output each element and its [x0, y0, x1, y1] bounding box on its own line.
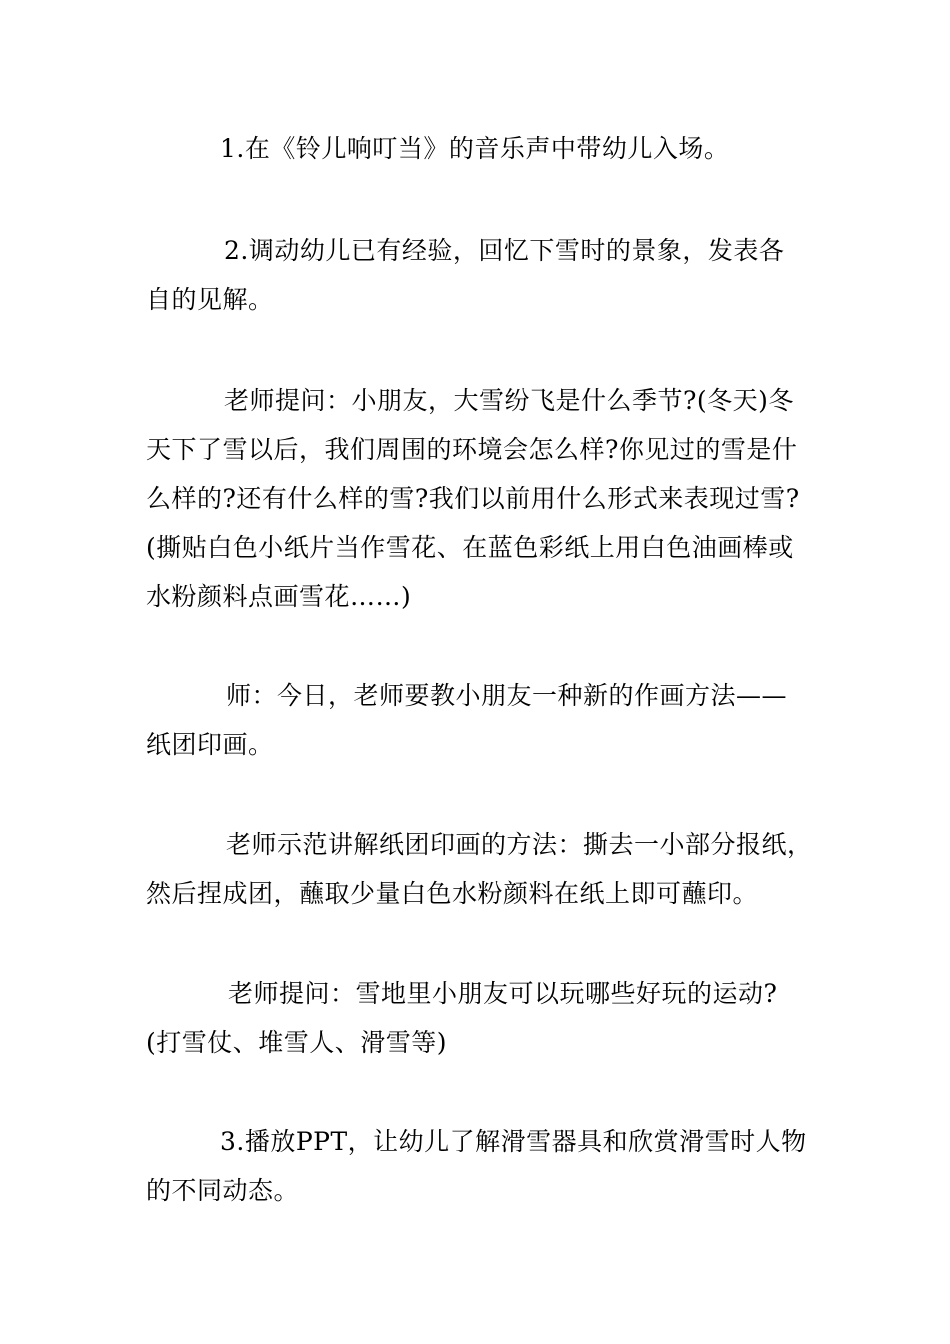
paragraph-line: 水粉颜料点画雪花……): [146, 582, 412, 611]
paragraph-line: 老师示范讲解纸团印画的方法：撕去一小部分报纸，: [226, 830, 813, 859]
paragraph-6: [146, 969, 816, 1067]
paragraph-line: 纸团印画。: [146, 730, 274, 759]
paragraph-line: 老师提问：小朋友，大雪纷飞是什么季节?(冬天)冬: [224, 386, 794, 415]
paragraph-4: [146, 671, 816, 769]
paragraph-line: 自的见解。: [146, 285, 274, 314]
paragraph-7: [146, 1117, 816, 1215]
paragraph-line: 的不同动态。: [146, 1176, 300, 1205]
paragraph-line: 师：今日，老师要教小朋友一种新的作画方法——: [226, 681, 788, 710]
paragraph-5: [146, 820, 816, 918]
paragraph-line: 老师提问：雪地里小朋友可以玩哪些好玩的运动?: [228, 979, 778, 1008]
paragraph-line: 然后捏成团，蘸取少量白色水粉颜料在纸上即可蘸印。: [146, 879, 759, 908]
paragraph-3: [146, 376, 816, 621]
paragraph-line: 2.调动幼儿已有经验，回忆下雪时的景象，发表各: [224, 236, 785, 265]
paragraph-line: 么样的?还有什么样的雪?我们以前用什么形式来表现过雪?: [146, 484, 800, 513]
paragraph-1: [146, 124, 816, 173]
paragraph-line: 3.播放PPT，让幼儿了解滑雪器具和欣赏滑雪时人物: [220, 1127, 807, 1156]
paragraph-line: 1.在《铃儿响叮当》的音乐声中带幼儿入场。: [220, 134, 730, 163]
paragraph-line: 天下了雪以后，我们周围的环境会怎么样?你见过的雪是什: [146, 435, 798, 464]
paragraph-line: (打雪仗、堆雪人、滑雪等): [146, 1028, 448, 1057]
paragraph-line: (撕贴白色小纸片当作雪花、在蓝色彩纸上用白色油画棒或: [146, 533, 794, 562]
paragraph-2: [146, 226, 816, 324]
